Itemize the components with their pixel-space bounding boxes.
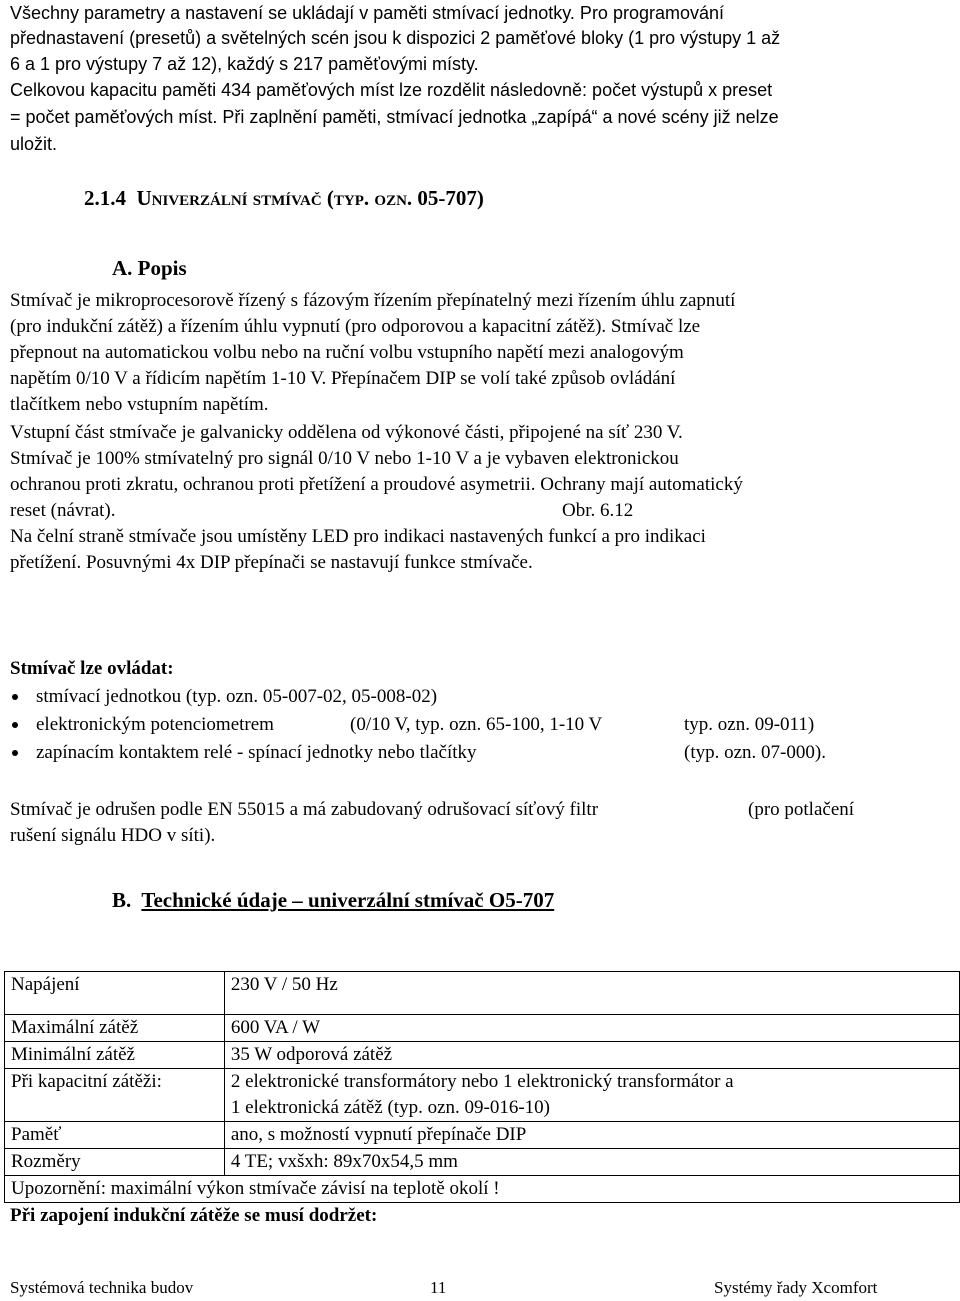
popis-line: ochranou proti zkratu, ochranou proti přetížení a proudové asymetrii. Ochrany mají automatický	[10, 474, 743, 495]
induct-heading: Při zapojení indukční zátěže se musí dodržet:	[10, 1205, 378, 1226]
intro-line: Celkovou kapacitu paměti 434 paměťových míst lze rozdělit následovně: počet výstupů x preset	[10, 80, 773, 100]
bullet-icon	[12, 694, 18, 700]
emc-line: rušení signálu HDO v síti).	[10, 825, 216, 846]
tech-table	[4, 971, 960, 1203]
table-value: 230 V / 50 Hz	[224, 972, 959, 1015]
table-value: ano, s možností vypnutí přepínače DIP	[224, 1122, 959, 1149]
popis-line: Stmívač je 100% stmívatelný pro signál 0/10 V nebo 1-10 V a je vybaven elektronickou	[10, 448, 679, 469]
table-row	[5, 1176, 960, 1203]
section-code: 05-707)	[417, 186, 484, 210]
table-row	[5, 1015, 960, 1042]
intro-line: = počet paměťových míst. Při zaplnění paměti, stmívací jednotka „zapípá“ a nové scény již nelze	[10, 107, 779, 127]
intro-line: uložit.	[10, 134, 58, 154]
list-item-type: (typ. ozn. 07-000).	[684, 742, 826, 763]
emc-line-end: (pro potlačení	[748, 799, 855, 820]
table-value: 4 TE; vxšxh: 89x70x54,5 mm	[224, 1149, 959, 1176]
section-number: 2.1.4	[84, 186, 126, 210]
intro-line: přednastavení (presetů) a světelných scén jsou k dispozici 2 paměťové bloky (1 pro výstupy 1 až	[10, 28, 781, 48]
page-number: 11	[430, 1278, 447, 1297]
popis-line: napětím 0/10 V a řídicím napětím 1-10 V. Přepínačem DIP se volí také způsob ovládání	[10, 368, 676, 389]
subsection-b-title: Technické údaje – univerzální stmívač O5-707	[141, 888, 555, 912]
table-value: 600 VA / W	[224, 1015, 959, 1042]
table-row	[5, 1069, 960, 1122]
control-heading: Stmívač lze ovládat:	[10, 658, 174, 679]
list-item-type: typ. ozn. 09-011)	[684, 714, 815, 735]
footer-left: Systémová technika budov	[10, 1278, 194, 1297]
section-heading	[84, 186, 484, 211]
emc-line: Stmívač je odrušen podle EN 55015 a má zabudovaný odrušovací síťový filtr	[10, 799, 599, 820]
popis-line: přepnout na automatickou volbu nebo na ruční volbu vstupního napětí mezi analogovým	[10, 342, 684, 363]
popis-line: reset (návrat).	[10, 500, 116, 521]
popis-line: Vstupní část stmívače je galvanicky oddělena od výkonové části, připojené na síť 230 V.	[10, 422, 683, 443]
table-label: Minimální zátěž	[5, 1042, 225, 1069]
subsection-b-prefix: B.	[112, 888, 132, 912]
popis-line: Stmívač je mikroprocesorově řízený s fázovým řízením přepínatelný mezi řízením úhlu zapnutí	[10, 290, 736, 311]
table-label: Rozměry	[5, 1149, 225, 1176]
bullet-icon	[12, 750, 18, 756]
table-row	[5, 1122, 960, 1149]
list-item-detail: (0/10 V, typ. ozn. 65-100, 1-10 V	[350, 714, 603, 735]
popis-line: přetížení. Posuvnými 4x DIP přepínači se nastavují funkce stmívače.	[10, 552, 533, 573]
table-label: Při kapacitní zátěži:	[5, 1069, 225, 1122]
intro-line: Všechny parametry a nastavení se ukládají v paměti stmívací jednotky. Pro programování	[10, 3, 725, 23]
popis-line: (pro indukční zátěž) a řízením úhlu vypnutí (pro odporovou a kapacitní zátěž). Stmívač lze	[10, 316, 701, 337]
figure-reference: Obr. 6.12	[562, 500, 634, 521]
table-value	[224, 1069, 959, 1122]
table-value: 35 W odporová zátěž	[224, 1042, 959, 1069]
popis-line: tlačítkem nebo vstupním napětím.	[10, 394, 269, 415]
list-item-text: zapínacím kontaktem relé - spínací jednotky nebo tlačítky	[36, 742, 477, 763]
table-row	[5, 972, 960, 1015]
table-value-line: 2 elektronické transformátory nebo 1 elektronický transformátor a	[230, 1071, 734, 1092]
bullet-icon	[12, 722, 18, 728]
popis-line: Na čelní straně stmívače jsou umístěny LED pro indikaci nastavených funkcí a pro indikaci	[10, 526, 706, 547]
table-label: Maximální zátěž	[5, 1015, 225, 1042]
section-title: Univerzální stmívač (typ. ozn.	[136, 186, 413, 210]
table-label: Napájení	[5, 972, 225, 1015]
subsection-a-heading: A. Popis	[112, 256, 187, 280]
table-label: Paměť	[5, 1122, 225, 1149]
table-row	[5, 1149, 960, 1176]
subsection-b-heading	[112, 887, 554, 913]
table-row	[5, 1042, 960, 1069]
list-item-text: stmívací jednotkou (typ. ozn. 05-007-02, 05-008-02)	[36, 686, 438, 707]
warning-text: Upozornění: maximální výkon stmívače závisí na teplotě okolí !	[5, 1176, 960, 1203]
footer-right: Systémy řady Xcomfort	[714, 1278, 878, 1297]
list-item-text: elektronickým potenciometrem	[36, 714, 274, 735]
table-value-line: 1 elektronická zátěž (typ. ozn. 09-016-10)	[230, 1097, 550, 1118]
intro-line: 6 a 1 pro výstupy 7 až 12), každý s 217 paměťovými místy.	[10, 54, 479, 74]
